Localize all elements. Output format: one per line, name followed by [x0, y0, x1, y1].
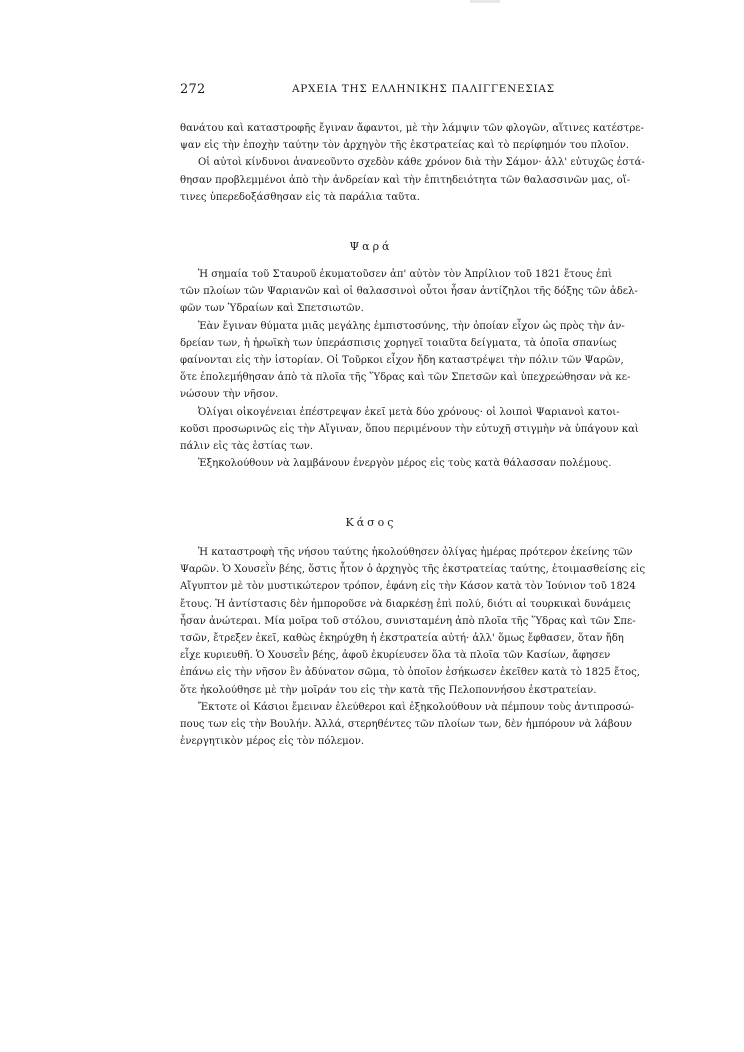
text-line: τινες ὑπερεδοξάσθησαν εἰς τὰ παράλια ταῦτα. — [180, 191, 420, 203]
kasos-text — [180, 544, 646, 750]
paragraph — [180, 699, 635, 751]
text-line: ἐπάνω εἰς τὴν νῆσον ἓν ἀδύνατον σῶμα, τὸ ὁποῖον ἐσήκωσεν ἐκεῖθεν κατὰ τὸ 1825 ἔτος, — [180, 667, 641, 679]
text-line: Ἐὰν ἔγιναν θύματα μιᾶς μεγάλης ἐμπιστοσύνης, τὴν ὁποίαν εἶχον ὡς πρὸς τὴν ἀν- — [198, 320, 625, 332]
text-line: τῶν πλοίων τῶν Ψαριανῶν καὶ οἱ θαλασσινοὶ οὗτοι ἦσαν ἀντίζηλοι τῆς δόξης τῶν ἀδελ- — [180, 286, 638, 298]
text-line: ὅτε ἠκολούθησε μὲ τὴν μοῖράν του εἰς τὴν κατὰ τῆς Πελοποννήσου ἐκστρατείαν. — [180, 684, 597, 696]
text-line: φῶν των Ὑδραίων καὶ Σπετσιωτῶν. — [180, 303, 364, 315]
text-line: Ἡ σημαία τοῦ Σταυροῦ ἐκυματοῦσεν ἀπ' αὐτὸν τὸν Ἀπρίλιον τοῦ 1821 ἔτους ἐπὶ — [198, 269, 613, 280]
text-line: Ἡ καταστροφὴ τῆς νήσου ταύτης ἠκολούθησεν ὀλίγας ἡμέρας πρότερον ἐκείνης τῶν — [198, 547, 633, 558]
text-line: θησαν προβλεμμένοι ἀπὸ τὴν ἀνδρείαν καὶ τὴν ἐπιτηδειότητα τῶν θαλασσινῶν μας, οἵ- — [180, 174, 631, 186]
text-line: Οἱ αὐτοὶ κίνδυνοι ἀνανεοῦντο σχεδὸν κάθε χρόνον διὰ τὴν Σάμον· ἀλλ' εὐτυχῶς ἐστά- — [198, 157, 645, 169]
text-line: Ἐξηκολούθουν νὰ λαμβάνουν ἐνεργὸν μέρος εἰς τοὺς κατὰ θάλασσαν πολέμους. — [198, 458, 612, 470]
paragraph — [180, 404, 639, 456]
text-line: νώσουν τὴν νῆσον. — [180, 389, 279, 401]
text-line: Ἔκτοτε οἱ Κάσιοι ἔμειναν ἐλεύθεροι καὶ ἐξηκολούθουν νὰ πέμπουν τοὺς ἀντιπροσώ- — [198, 701, 635, 713]
paragraph — [180, 455, 612, 472]
running-title: ΑΡΧΕΙΑ ΤΗΣ ΕΛΛΗΝΙΚΗΣ ΠΑΛΙΓΓΕΝΕΣΙΑΣ — [292, 83, 555, 95]
text-line: Ψαρῶν. Ὁ Χουσεῒν βέης, ὅστις ἦτον ὁ ἀρχηγὸς τῆς ἐκστρατείας ταύτης, ἑτοιμασθείσης εἰς — [180, 564, 646, 576]
text-line: δρείαν των, ἡ ἡρωϊκὴ των ὑπεράσπισις χορηγεῖ τοιαῦτα δείγματα, τὰ ὁποῖα σπανίως — [180, 337, 617, 349]
paragraph — [180, 154, 645, 206]
page-header — [180, 82, 562, 102]
paragraph — [180, 266, 638, 318]
text-line: εἶχε κυριευθῆ. Ὁ Χουσεῒν βέης, ἀφοῦ ἐκυρίευσεν ὅλα τὰ πλοῖα τῶν Κασίων, ἄφησεν — [180, 650, 611, 662]
text-line: ὅτε ἐπολεμήθησαν ἀπὸ τὰ πλοῖα τῆς Ὕδρας καὶ τῶν Σπετσῶν καὶ ὑπεχρεώθησαν νὰ κε- — [180, 372, 631, 384]
text-line: ἦσαν ἀνώτεραι. Μία μοῖρα τοῦ στόλου, συνισταμένη ἀπὸ πλοῖα τῆς Ὕδρας καὶ τῶν Σπε- — [180, 615, 636, 627]
text-line: ἐνεργητικὸν μέρος εἰς τὸν πόλεμον. — [180, 736, 365, 748]
paragraph — [180, 318, 631, 404]
text-line: πάλιν εἰς τὰς ἑστίας των. — [180, 441, 314, 453]
text-line: ψαν εἰς τὴν ἐποχὴν ταύτην τὸν ἀρχηγὸν τῆς ἐκστρατείας καὶ τὸ περίφημόν του πλοῖον. — [180, 140, 630, 152]
paragraph — [180, 120, 644, 154]
text-line: Αἴγυπτον μὲ τὸν μυστικώτερον τρόπον, ἐφάνη εἰς τὴν Κάσον κατὰ τὸν Ἰούνιον τοῦ 1824 — [180, 581, 636, 593]
psara-text — [180, 266, 639, 472]
text-line: τσῶν, ἔτρεξεν ἐκεῖ, καθὼς ἐκηρύχθη ἡ ἐκστρατεία αὐτή· ἀλλ' ὅμως ἔφθασεν, ὅταν ἤδη — [180, 633, 624, 645]
page-number: 272 — [180, 82, 206, 97]
intro-text — [180, 120, 645, 206]
text-line: κοῦσι προσωρινῶς εἰς τὴν Αἴγιναν, ὅπου περιμένουν τὴν εὐτυχῆ στιγμὴν νὰ ὑπάγουν καὶ — [180, 423, 639, 435]
text-line: φαίνονται εἰς τὴν ἱστορίαν. Οἱ Τοῦρκοι εἶχον ἤδη καταστρέψει τὴν πόλιν τῶν Ψαρῶν, — [180, 355, 624, 367]
paragraph — [180, 544, 646, 699]
text-line: πους των εἰς τὴν Βουλήν. Ἀλλά, στερηθέντες τῶν πλοίων των, δὲν ἠμπόρουν νὰ λάβουν — [180, 719, 633, 731]
section-heading-psara: Ψαρά — [349, 240, 393, 253]
text-line: Ὀλίγαι οἰκογένειαι ἐπέστρεψαν ἐκεῖ μετὰ δύο χρόνους· οἱ λοιποὶ Ψαριανοὶ κατοι- — [198, 406, 620, 418]
section-heading-kasos: Κάσος — [345, 516, 397, 529]
scan-artifact — [470, 0, 500, 3]
text-line: θανάτου καὶ καταστροφῆς ἔγιναν ἄφαντοι, μὲ τὴν λάμψιν τῶν φλογῶν, αἵτινες κατέστρε- — [180, 123, 644, 134]
text-line: ἔτους. Ἡ ἀντίστασις δὲν ἠμποροῦσε νὰ διαρκέσῃ ἐπὶ πολύ, διότι αἱ τουρκικαὶ δυνάμεις — [180, 598, 631, 610]
